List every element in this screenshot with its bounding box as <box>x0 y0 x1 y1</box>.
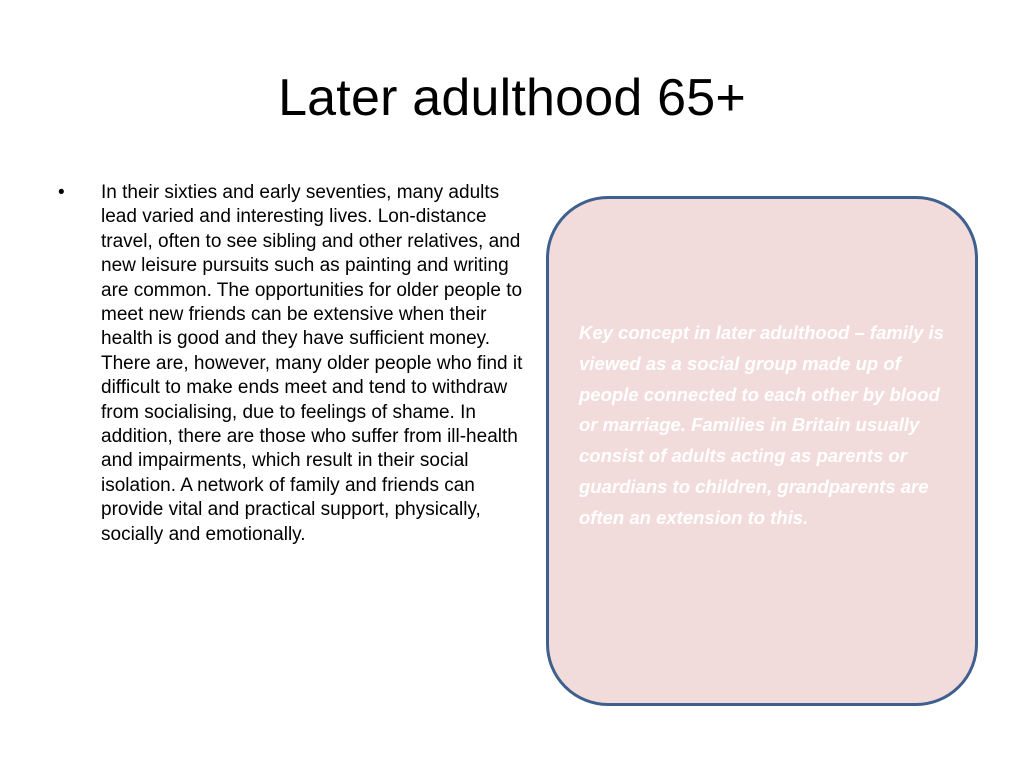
list-item <box>58 181 540 547</box>
slide-title: Later adulthood 65+ <box>278 69 746 127</box>
bullet-marker: • <box>58 182 65 203</box>
bullet-text: In their sixties and early seventies, many adults lead varied and interesting lives. Lon-distance travel, often to see sibling and other relatives, and new leisure pursuits such as painting and writing are common. The opportunities for older people to meet new friends can be extensive when their health is good and they have sufficient money. There are, however, many older people who find it difficult to make ends meet and tend to withdraw from socialising, due to feelings of shame. In addition, there are those who suffer from ill-health and impairments, which result in their social isolation. A network of family and friends can provide vital and practical support, physically, socially and emotionally. <box>101 182 523 545</box>
bullet-list <box>58 181 540 547</box>
key-concept-callout <box>546 196 978 706</box>
callout-text: Key concept in later adulthood – family is viewed as a social group made up of people connected to each other by blood or marriage. Families in Britain usually consist of adults acting as parents or guardians to children, grandparents are often an extension to this. <box>579 322 944 528</box>
